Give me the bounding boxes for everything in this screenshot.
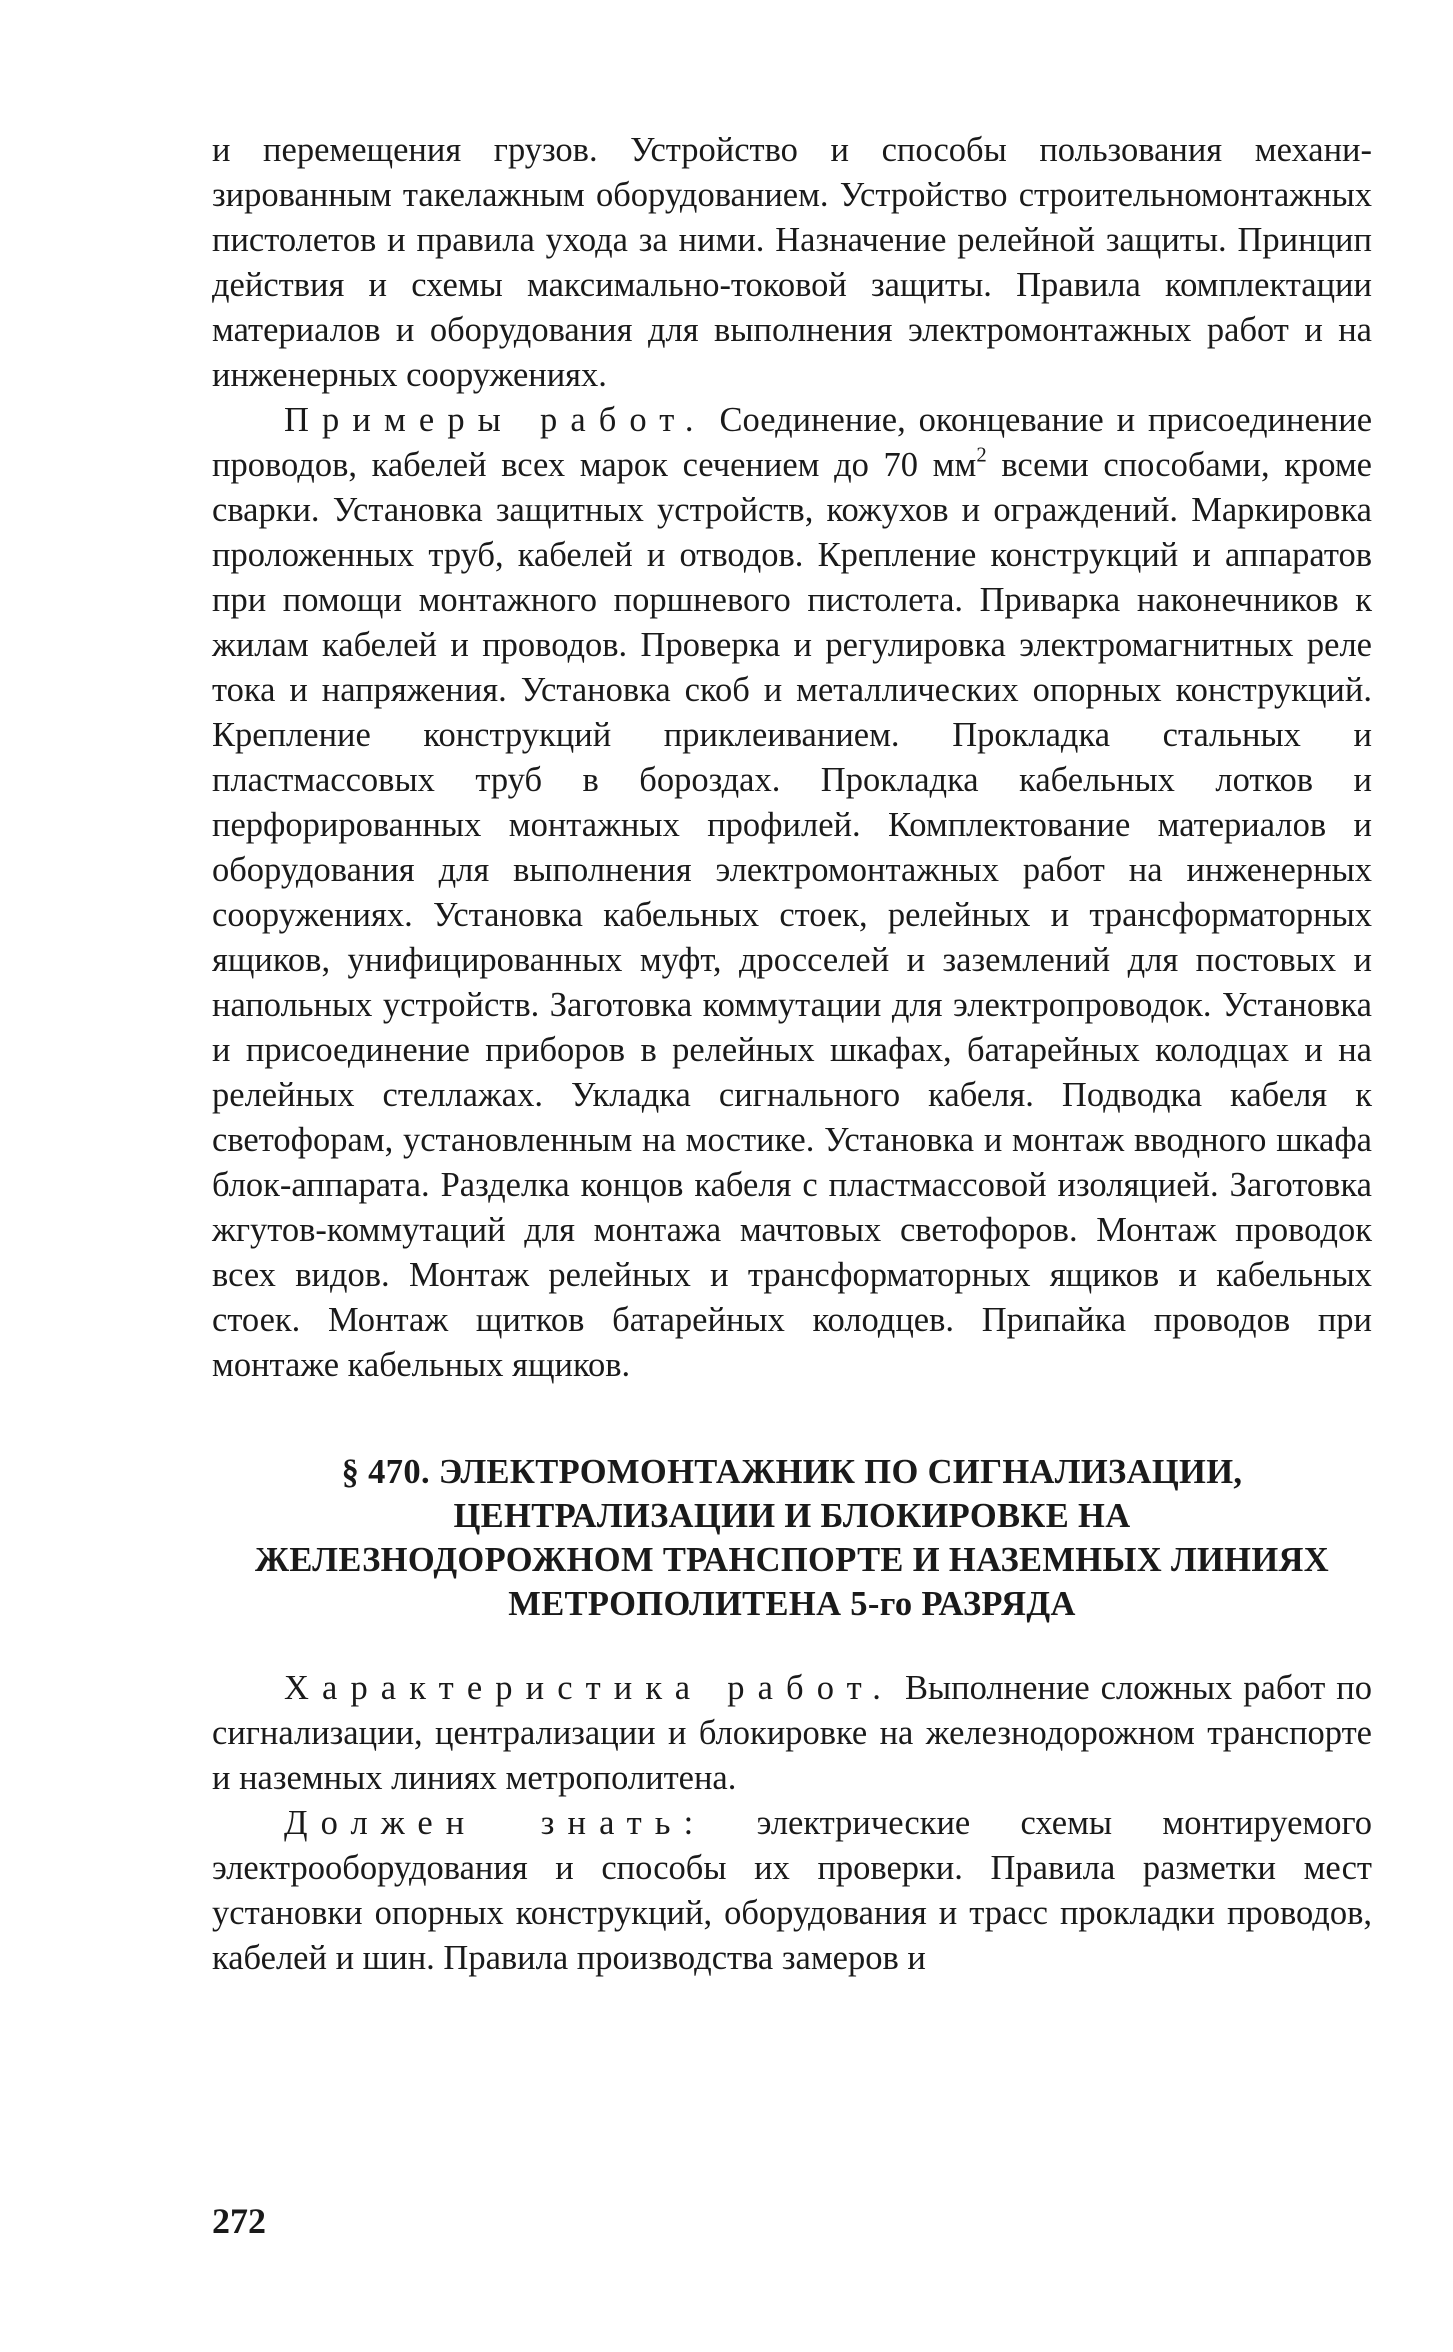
examples-text-part1: Соединение, оконцевание и присоединение проводов, кабелей всех марок сечением до 70 мм: [212, 401, 1373, 484]
examples-text-part2: всеми способами, кроме сварки. Установка защитных устройств, кожухов и ограждений. Маркировка проложенных труб, кабелей и отводов. Крепление конструкций и аппаратов при помощи монтажного поршневого пистолета. Приварка наконечников к жилам кабелей и проводов. Проверка и регулировка электромагнитных реле тока и напряжения. Установка скоб и металлических опорных конструкций. Крепление конструкций приклеиванием. Прокладка стальных и пластмассовых труб в бороздах. Прокладка кабельных лотков и перфорированных монтажных профилей. Комплектование материалов и оборудования для выполнения электромонтажных работ на инженерных сооружениях. Установка кабельных стоек, релейных и трансформаторных ящиков, унифицированных муфт, дросселей и заземлений для постовых и напольных устройств. Заготовка коммутации для электропроводок. Установка и присоединение приборов в релейных шкафах, батарейных колодцах и на релейных стеллажах. Укладка сигнального кабеля. Подводка кабеля к светофорам, установленным на мостике. Установка и монтаж вводного шкафа блок-аппарата. Разделка концов кабеля с пластмассовой изоляцией. Заготовка жгутов-коммутаций для монтажа мачтовых светофоров. Монтаж проводок всех видов. Монтаж релейных и трансформаторных ящиков и кабельных стоек. Монтаж щитков батарейных колодцев. Припайка проводов при монтаже кабельных ящиков.: [212, 446, 1372, 1384]
page-number: 272: [212, 2201, 266, 2241]
characteristics-label: Характеристика работ.: [284, 1669, 894, 1707]
must-know-paragraph: [212, 1801, 1372, 1981]
examples-paragraph: [212, 398, 1372, 1388]
characteristics-text: Выполнение сложных работ по сигнализации, централизации и блокировке на железнодорожном транспорте и наземных линиях метрополитена.: [212, 1669, 1373, 1797]
section-heading-line: ЦЕНТРАЛИЗАЦИИ И БЛОКИРОВКЕ НА: [453, 1497, 1131, 1535]
continuation-paragraph: и перемещения грузов. Устройство и способы пользования механизированным такелажным оборудованием. Устройство строительномонтажных пистолетов и правила ухода за ними. Назначение релейной защиты. Принцип действия и схемы максимально-токовой защиты. Правила комплектации материалов и оборудования для выполнения электромонтажных работ и на инженерных сооружениях.: [212, 131, 1372, 394]
page-content: [212, 128, 1372, 1981]
section-heading-line: § 470. ЭЛЕКТРОМОНТАЖНИК ПО СИГНАЛИЗАЦИИ,: [341, 1453, 1243, 1491]
examples-label: Примеры работ.: [284, 401, 707, 439]
must-know-text: электрические схемы монтируемого электрооборудования и способы их проверки. Правила разметки мест установки опорных конструкций, оборудования и трасс прокладки проводов, кабелей и шин. Правила производства замеров и: [212, 1804, 1373, 1977]
characteristics-paragraph: [212, 1666, 1372, 1801]
section-heading: [212, 1450, 1372, 1626]
superscript-square: 2: [976, 444, 987, 467]
section-heading-line: МЕТРОПОЛИТЕНА 5-го РАЗРЯДА: [508, 1585, 1076, 1623]
must-know-label: Должен знать:: [284, 1804, 707, 1842]
section-heading-line: ЖЕЛЕЗНОДОРОЖНОМ ТРАНСПОРТЕ И НАЗЕМНЫХ ЛИНИЯХ: [254, 1541, 1330, 1579]
